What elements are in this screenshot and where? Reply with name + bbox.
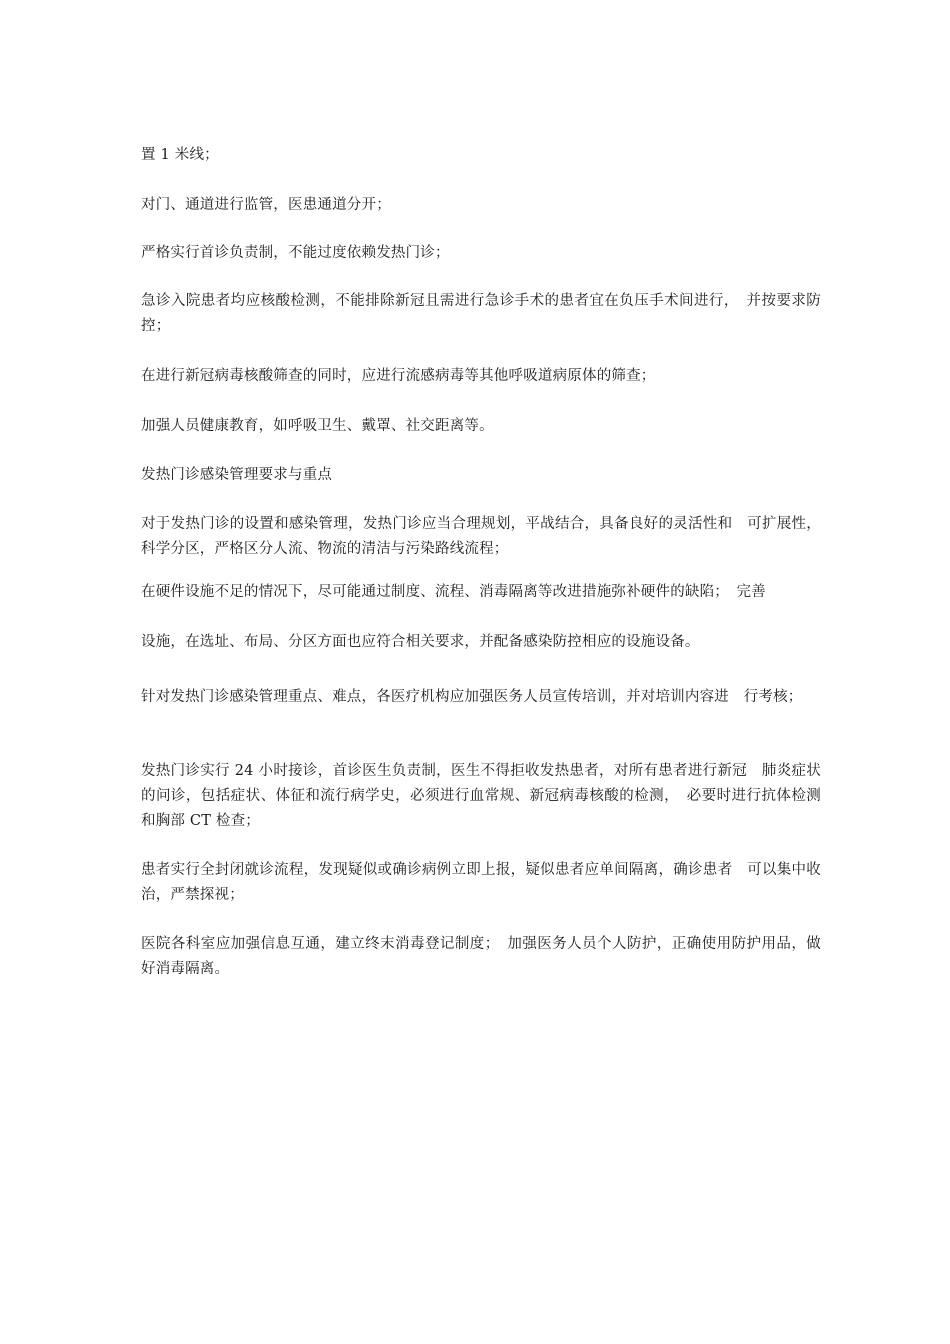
paragraph-13: 医院各科室应加强信息互通，建立终末消毒登记制度； 加强医务人员个人防护，正确使用防护用品，做好消毒隔离。 (141, 936, 821, 977)
section-heading: 发热门诊感染管理要求与重点 (141, 467, 333, 483)
paragraph-3: 严格实行首诊负责制，不能过度依赖发热门诊； (141, 245, 450, 261)
paragraph-1: 置 1 米线； (141, 147, 219, 163)
paragraph-7: 对于发热门诊的设置和感染管理，发热门诊应当合理规划，平战结合，具备良好的灵活性和 可扩展性，科学分区，严格区分人流、物流的清洁与污染路线流程； (141, 516, 821, 557)
paragraph-8: 在硬件设施不足的情况下，尽可能通过制度、流程、消毒隔离等改进措施弥补硬件的缺陷； 完善 (141, 584, 766, 600)
paragraph-5: 在进行新冠病毒核酸筛查的同时，应进行流感病毒等其他呼吸道病原体的筛查； (141, 368, 656, 384)
paragraph-11: 发热门诊实行 24 小时接诊，首诊医生负责制，医生不得拒收发热患者，对所有患者进行新冠 肺炎症状的问诊，包括症状、体征和流行病学史，必须进行血常规、新冠病毒核酸的检测， 必要时进行抗体检测和胸部 CT 检查； (141, 763, 821, 829)
paragraph-10: 针对发热门诊感染管理重点、难点，各医疗机构应加强医务人员宣传培训，并对培训内容进 行考核； (141, 689, 803, 705)
paragraph-9: 设施，在选址、布局、分区方面也应符合相关要求，并配备感染防控相应的设施设备。 (141, 634, 700, 650)
paragraph-2: 对门、通道进行监管，医患通道分开； (141, 197, 391, 213)
paragraph-12: 患者实行全封闭就诊流程，发现疑似或确诊病例立即上报，疑似患者应单间隔离，确诊患者 可以集中收治，严禁探视； (141, 862, 821, 903)
paragraph-4: 急诊入院患者均应核酸检测，不能排除新冠且需进行急诊手术的患者宜在负压手术间进行， 并按要求防控； (141, 293, 821, 334)
paragraph-6: 加强人员健康教育，如呼吸卫生、戴罩、社交距离等。 (141, 418, 494, 434)
